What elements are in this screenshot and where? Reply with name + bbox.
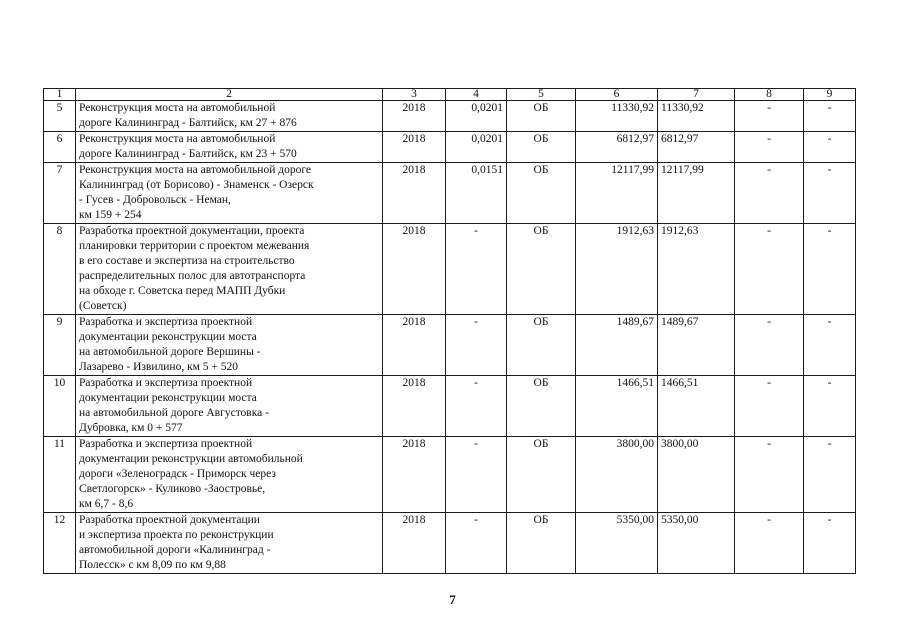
header-cell: 2	[76, 89, 383, 101]
source: ОБ	[507, 163, 576, 224]
description	[76, 224, 383, 315]
col8-value: -	[735, 101, 804, 132]
row-number: 9	[44, 315, 76, 376]
table-header-row	[44, 89, 856, 101]
description-line: Реконструкция моста на автомобильной	[79, 133, 276, 145]
description-line: и экспертиза проекта по реконструкции	[79, 529, 274, 541]
col9-value: -	[804, 437, 856, 513]
description-line: дороге Калининград - Балтийск, км 23 + 570	[79, 148, 297, 160]
col7-amount: 1489,67	[658, 315, 735, 376]
row-number: 5	[44, 101, 76, 132]
col7-amount: 1466,51	[658, 376, 735, 437]
header-cell: 9	[804, 89, 856, 101]
col9-value: -	[804, 315, 856, 376]
col6-amount: 1489,67	[576, 315, 658, 376]
year: 2018	[383, 224, 446, 315]
description-line: - Гусев - Добровольск - Неман,	[79, 194, 231, 206]
row-number: 10	[44, 376, 76, 437]
description	[76, 163, 383, 224]
header-cell: 4	[446, 89, 507, 101]
row-number: 8	[44, 224, 76, 315]
source: ОБ	[507, 315, 576, 376]
table-row	[44, 376, 856, 437]
description-line: в его составе и экспертиза на строительство	[79, 255, 295, 267]
source: ОБ	[507, 132, 576, 163]
col9-value: -	[804, 376, 856, 437]
budget-table	[43, 88, 856, 574]
table-row	[44, 513, 856, 574]
row-number: 11	[44, 437, 76, 513]
col6-amount: 6812,97	[576, 132, 658, 163]
year: 2018	[383, 101, 446, 132]
col6-amount: 1912,63	[576, 224, 658, 315]
row-number: 6	[44, 132, 76, 163]
description-line: Разработка и экспертиза проектной	[79, 316, 253, 328]
col4-value: -	[446, 224, 507, 315]
description-line: Лазарево - Извилино, км 5 + 520	[79, 361, 239, 373]
source: ОБ	[507, 513, 576, 574]
description-line: Реконструкция моста на автомобильной	[79, 102, 276, 114]
description-line: Разработка проектной документации, проекта	[79, 225, 305, 237]
description-line: Калининград (от Борисово) - Знаменск - Озерск	[79, 179, 314, 191]
col6-amount: 11330,92	[576, 101, 658, 132]
description	[76, 101, 383, 132]
col6-amount: 3800,00	[576, 437, 658, 513]
year: 2018	[383, 376, 446, 437]
col7-amount: 6812,97	[658, 132, 735, 163]
description-line: на автомобильной дороге Вершины -	[79, 346, 261, 358]
row-number: 7	[44, 163, 76, 224]
col7-amount: 5350,00	[658, 513, 735, 574]
description	[76, 376, 383, 437]
col6-amount: 5350,00	[576, 513, 658, 574]
description-line: распределительных полос для автотранспорта	[79, 270, 306, 282]
table-row	[44, 437, 856, 513]
col7-amount: 12117,99	[658, 163, 735, 224]
description-line: документации реконструкции моста	[79, 331, 257, 343]
col9-value: -	[804, 224, 856, 315]
description	[76, 315, 383, 376]
description-line: документации реконструкции моста	[79, 392, 257, 404]
year: 2018	[383, 437, 446, 513]
col4-value: 0,0201	[446, 101, 507, 132]
col8-value: -	[735, 224, 804, 315]
col8-value: -	[735, 376, 804, 437]
description-line: км 159 + 254	[79, 209, 142, 221]
col8-value: -	[735, 132, 804, 163]
header-cell: 1	[44, 89, 76, 101]
col8-value: -	[735, 437, 804, 513]
source: ОБ	[507, 376, 576, 437]
description-line: дороге Калининград - Балтийск, км 27 + 876	[79, 117, 297, 129]
row-number: 12	[44, 513, 76, 574]
col8-value: -	[735, 315, 804, 376]
year: 2018	[383, 513, 446, 574]
description-line: Реконструкция моста на автомобильной дороге	[79, 164, 312, 176]
source: ОБ	[507, 224, 576, 315]
year: 2018	[383, 132, 446, 163]
col9-value: -	[804, 132, 856, 163]
table-row	[44, 224, 856, 315]
table-row	[44, 163, 856, 224]
col6-amount: 12117,99	[576, 163, 658, 224]
header-cell: 5	[507, 89, 576, 101]
year: 2018	[383, 163, 446, 224]
header-cell: 8	[735, 89, 804, 101]
description-line: Светлогорск» - Куликово -Заостровье,	[79, 483, 266, 495]
col7-amount: 3800,00	[658, 437, 735, 513]
col4-value: -	[446, 513, 507, 574]
description-line: Дубровка, км 0 + 577	[79, 422, 183, 434]
col9-value: -	[804, 513, 856, 574]
table-row	[44, 315, 856, 376]
description-line: км 6,7 - 8,6	[79, 498, 134, 510]
table-row	[44, 101, 856, 132]
header-cell: 3	[383, 89, 446, 101]
col7-amount: 1912,63	[658, 224, 735, 315]
col7-amount: 11330,92	[658, 101, 735, 132]
year: 2018	[383, 315, 446, 376]
description-line: Полесск» с км 8,09 по км 9,88	[79, 559, 226, 571]
col6-amount: 1466,51	[576, 376, 658, 437]
description-line: дороги «Зеленоградск - Приморск через	[79, 468, 276, 480]
description-line: на обходе г. Советска перед МАПП Дубки	[79, 285, 286, 297]
source: ОБ	[507, 437, 576, 513]
header-cell: 7	[658, 89, 735, 101]
description-line: на автомобильной дороге Августовка -	[79, 407, 269, 419]
description	[76, 437, 383, 513]
table-row	[44, 132, 856, 163]
description-line: планировки территории с проектом межевания	[79, 240, 310, 252]
description-line: автомобильной дороги «Калининград -	[79, 544, 271, 556]
description-line: Разработка и экспертиза проектной	[79, 377, 253, 389]
description-line: (Советск)	[79, 300, 127, 312]
description-line: Разработка и экспертиза проектной	[79, 438, 253, 450]
col8-value: -	[735, 513, 804, 574]
description	[76, 132, 383, 163]
col4-value: -	[446, 315, 507, 376]
col4-value: -	[446, 376, 507, 437]
description	[76, 513, 383, 574]
col4-value: -	[446, 437, 507, 513]
description-line: Разработка проектной документации	[79, 514, 260, 526]
col9-value: -	[804, 101, 856, 132]
source: ОБ	[507, 101, 576, 132]
page-number: 7	[449, 592, 456, 607]
description-line: документации реконструкции автомобильной	[79, 453, 303, 465]
col8-value: -	[735, 163, 804, 224]
col4-value: 0,0201	[446, 132, 507, 163]
col9-value: -	[804, 163, 856, 224]
header-cell: 6	[576, 89, 658, 101]
col4-value: 0,0151	[446, 163, 507, 224]
